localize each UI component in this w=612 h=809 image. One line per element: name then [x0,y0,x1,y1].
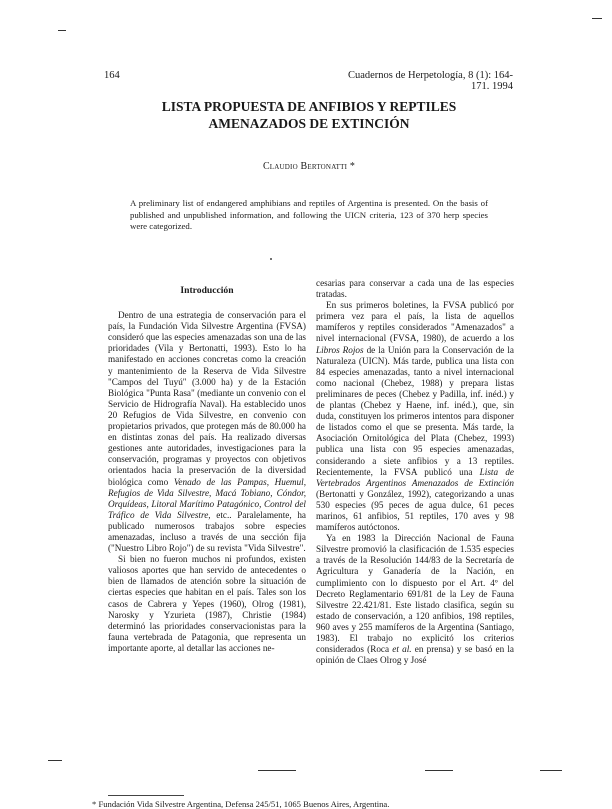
left-paragraph-2: Si bien no fueron muchos ni profundos, existen valiosos aportes que han servido de antecedentes o bien de llamados de atención sobre la situación de ciertas especies que habitan en el país. Tales son los casos de Cabrera y Yepes (1960), Olrog (1981), Narosky y Yzurieta (1987), Christie (1984) determinó las prioridades conservacionistas para la fauna vertebrada de Patagonia, que representa un importante aporte, al detallar las acciones ne- [108,554,306,653]
crop-mark-bottom-right [540,770,562,771]
left-p1-text-b: etc.. Paralelamente, ha publicado numerosos trabajos sobre especies amenazadas, incluso a través de una sección fija ("Nuestro Libro Rojo") de su revista "Vida Silvestre". [108,509,306,554]
right-paragraph-1 [316,300,514,533]
left-p1-text-a: Dentro de una estrategia de conservación para el país, la Fundación Vida Silvestre Argentina (FVSA) consideró que las especies amenazadas son una de las prioridades (Vila y Bertonatti, 1993). Esto lo ha manifestado en acciones concretas como la creación y mantenimiento de la Reserva de Vida Silvestre "Campos del Tuyú" (3.000 ha) y de la Estación Biológica "Punta Rasa" (mediante un convenio con el Servicio de Hidrografía Naval). Ha establecido unos 20 Refugios de Vida Silvestre, en convenio con propietarios privados, que protegen más de 80.000 ha en distintas zonas del país. Ha realizado diversas gestiones ante autoridades, investigaciones para la conservación, programas y proyectos con objetivos orientados hacia la preservación de la diversidad biológica como [108,310,306,487]
right-p1-text-a: En sus primeros boletines, la FVSA publicó por primera vez para el país, la lista de aquellos mamíferos y reptiles considerados "Amenazados" a nivel internacional (FVSA, 1980), de acuerdo a los [316,300,514,344]
author-name: Claudio Bertonatti * [262,161,356,172]
right-p1-italic-lista: Lista de Vertebrados Argentinos Amenazados de Extinción [316,466,514,488]
right-p1-text-c: (Bertonatti y González, 1992), categorizando a unas 530 especies (95 peces de agua dulce, 61 peces marinos, 61 anfibios, 51 reptiles, 170 aves y 98 mamíferos autóctonos. [316,488,514,533]
right-p1-text-b: de la Unión para la Conservación de la Naturaleza (UICN). Más tarde, publica una lista con 84 especies amenazadas, tanto a nivel internacional como nacional (Chebez, 1988) y prepara listas preliminares de peces (Chebez y Padilla, inf. inéd.) y de plantas (Chebez y Haene, inf. inéd.), que, sin duda, constituyen los primeros intentos para disponer de listados como el que se presenta. Más tarde, la Asociación Ornitológica del Plata (Chebez, 1993) publica una lista con 95 especies amenazadas, considerando a siete anfibios y a 13 reptiles. Recientemente, la FVSA publicó una [316,344,514,477]
left-paragraph-1 [108,310,306,554]
page-number: 164 [104,70,120,81]
footnote-rule [108,795,184,796]
crop-mark-top-left [58,30,66,31]
abstract: A preliminary list of endangered amphibians and reptiles of Argentina is presented. On the basis of published and unpublished information, and following the UICN criteria, 123 of 370 herp species were categorized. [130,198,488,231]
crop-mark-bottom-left [48,760,62,761]
right-p2-text-b: en prensa) y se basó en la opinión de Claes Olrog y José [316,644,514,666]
right-column [316,278,514,666]
right-paragraph-0: cesarias para conservar a cada una de las especies tratadas. [316,278,514,300]
article-title-line-2: AMENAZADOS DE EXTINCIÓN [208,116,410,131]
left-column [108,285,306,654]
right-paragraph-2 [316,533,514,666]
crop-mark-bottom-right-center [425,770,453,771]
article-title [104,98,514,132]
footnote: * Fundación Vida Silvestre Argentina, Defensa 245/51, 1065 Buenos Aires, Argentina. [92,799,390,809]
crop-mark-top-right [592,18,602,19]
journal-citation: Cuadernos de Herpetología, 8 (1): 164-171. 1994 [347,70,513,92]
left-p1-italic-projects: Venado de las Pampas, Huemul, Refugios de Vida Silvestre, Macá Tobiano, Cóndor, Orquídeas, Litoral Marítimo Patagónico, Control del Tráfico de Vida Silvestre, [108,476,306,520]
article-title-line-1: LISTA PROPUESTA DE ANFIBIOS Y REPTILES [161,99,457,114]
scan-speck [270,258,272,260]
section-heading: Introducción [180,285,234,296]
right-p1-italic-libros-rojos: Libros Rojos [316,344,364,355]
crop-mark-bottom-center [258,770,296,771]
right-p2-italic-etal: et al. [392,644,412,655]
right-p2-text-a: Ya en 1983 la Dirección Nacional de Fauna Silvestre promovió la clasificación de 1.535 especies a través de la Resolución 144/83 de la Secretaría de Agricultura y Ganadería de la Nación, en cumplimiento con lo dispuesto por el Art. 4º del Decreto Reglamentario 691/81 de la Ley de Fauna Silvestre 22.421/81. Este listado clasifica, según su estado de conservación, a 120 anfibios, 198 reptiles, 960 aves y 255 mamíferos de la Argentina (Santiago, 1983). El trabajo no explicitó los criterios considerados (Roca [316,533,514,655]
